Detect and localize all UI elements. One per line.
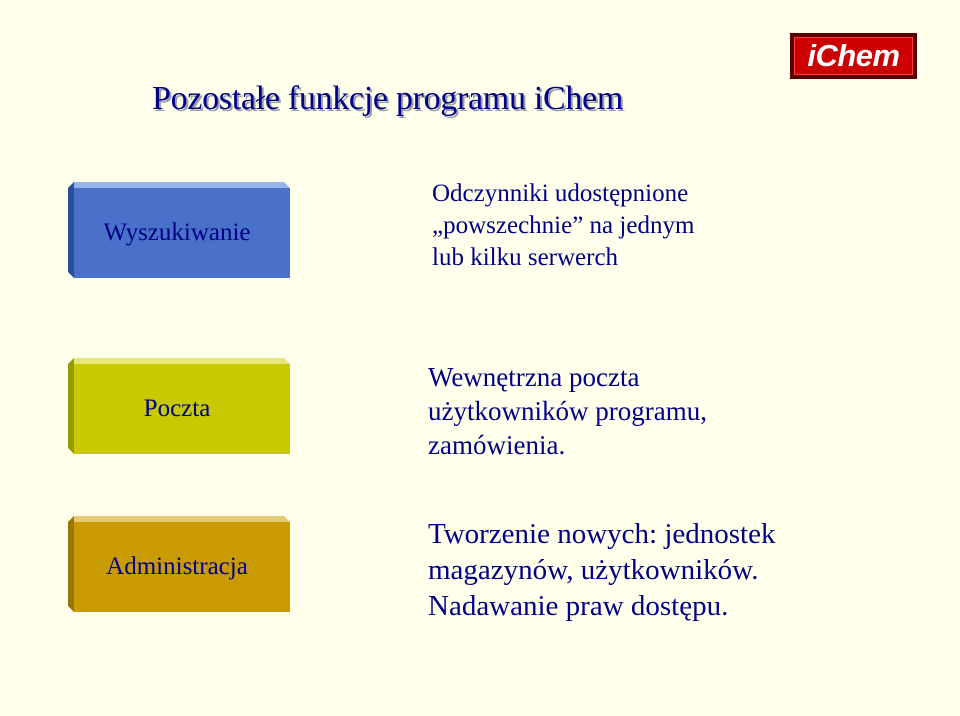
logo-text: iChem xyxy=(807,38,900,73)
feature-label-wyszukiwanie: Wyszukiwanie xyxy=(74,188,290,278)
feature-description-wyszukiwanie xyxy=(432,178,694,273)
description-line: użytkowników programu, xyxy=(428,396,707,427)
description-line: Tworzenie nowych: jednostek xyxy=(428,518,776,550)
ichem-logo xyxy=(790,33,917,79)
feature-description-administracja xyxy=(428,517,775,625)
feature-box-poczta xyxy=(68,358,290,454)
description-line: zamówienia. xyxy=(428,430,566,461)
feature-description-poczta xyxy=(428,360,707,462)
logo-badge xyxy=(794,37,913,75)
feature-label-administracja: Administracja xyxy=(74,522,290,612)
description-line: lub kilku serwerch xyxy=(432,243,619,271)
feature-label-poczta: Poczta xyxy=(74,364,290,454)
page-title: Pozostałe funkcje programu iChem xyxy=(152,80,623,117)
description-line: magazynów, użytkowników. xyxy=(428,553,759,586)
description-line: „powszechnie” na jednym xyxy=(432,211,695,239)
feature-box-administracja xyxy=(68,516,290,612)
description-line: Wewnętrzna poczta xyxy=(428,362,640,392)
description-line: Nadawanie praw dostępu. xyxy=(428,589,729,622)
description-line: Odczynniki udostępnione xyxy=(432,180,689,207)
feature-box-wyszukiwanie xyxy=(68,182,290,278)
